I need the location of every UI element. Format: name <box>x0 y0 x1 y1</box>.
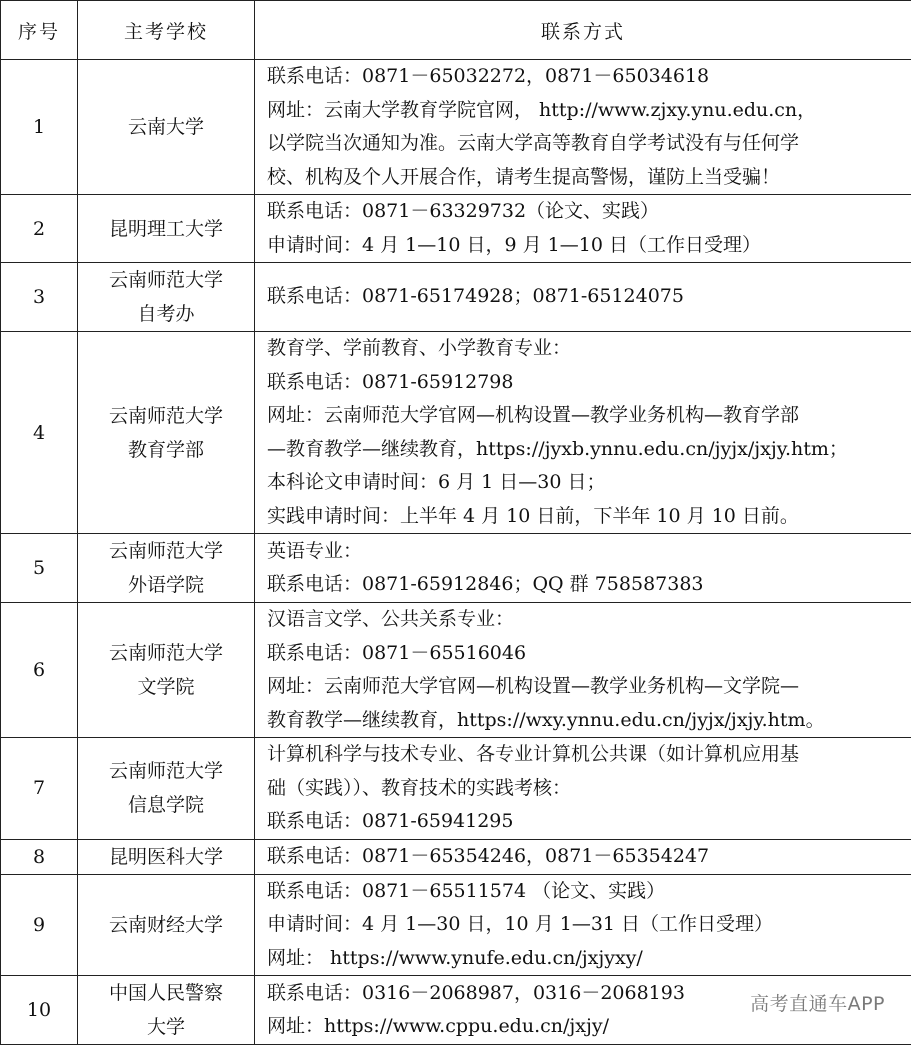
row-number: 4 <box>1 332 78 534</box>
row-number: 5 <box>1 534 78 603</box>
school-name <box>78 263 255 332</box>
contact-line: 联系电话：0871－65354246，0871－65354247 <box>267 840 907 874</box>
school-name-line: 云南师范大学 <box>78 263 254 297</box>
contact-info <box>255 263 911 332</box>
school-name-line: 云南财经大学 <box>78 908 254 942</box>
school-name <box>78 603 255 738</box>
row-number: 7 <box>1 738 78 840</box>
row-number: 8 <box>1 839 78 874</box>
school-name-line: 信息学院 <box>78 788 254 822</box>
contact-line: 联系电话：0871－65511574 （论文、实践） <box>267 875 907 909</box>
table-row <box>1 874 911 976</box>
contact-line: 以学院当次通知为准。云南大学高等教育自学考试没有与任何学 <box>267 127 907 161</box>
contact-info <box>255 738 911 840</box>
table-row <box>1 263 911 332</box>
school-name-line: 外语学院 <box>78 568 254 602</box>
school-name-line: 云南师范大学 <box>78 636 254 670</box>
contact-line: 网址：https://www.cppu.edu.cn/jxjy/ <box>267 1010 907 1044</box>
header-no: 序号 <box>1 1 78 60</box>
table-row <box>1 534 911 603</box>
contact-line: 联系电话：0871-65912798 <box>267 366 907 400</box>
contact-line: 联系电话：0871-65174928；0871-65124075 <box>267 280 907 314</box>
contact-line: 教育学、学前教育、小学教育专业： <box>267 332 907 366</box>
school-name-line: 文学院 <box>78 670 254 704</box>
school-name-line: 昆明医科大学 <box>78 840 254 874</box>
school-name <box>78 534 255 603</box>
table-row <box>1 195 911 263</box>
contact-line: 联系电话：0316－2068987，0316－2068193 <box>267 977 907 1011</box>
contact-line: —教育教学—继续教育，https://jyxb.ynnu.edu.cn/jyjx/jxjy.htm； <box>267 433 907 467</box>
contact-line: 网址：云南师范大学官网—机构设置—教学业务机构—教育学部 <box>267 399 907 433</box>
contact-line: 教育教学—继续教育，https://wxy.ynnu.edu.cn/jyjx/jxjy.htm。 <box>267 704 907 738</box>
contact-line: 联系电话：0871-65912846；QQ 群 758587383 <box>267 568 907 602</box>
header-row <box>1 1 911 60</box>
school-name <box>78 195 255 263</box>
row-number: 9 <box>1 874 78 976</box>
table-row <box>1 738 911 840</box>
contact-line: 联系电话：0871－65032272，0871－65034618 <box>267 60 907 94</box>
header-school: 主考学校 <box>78 1 255 60</box>
contact-line: 联系电话：0871-65941295 <box>267 805 907 839</box>
school-name-line: 中国人民警察 <box>78 976 254 1010</box>
contact-line: 汉语言文学、公共关系专业： <box>267 603 907 637</box>
contact-line: 网址：云南师范大学官网—机构设置—教学业务机构—文学院— <box>267 670 907 704</box>
row-number: 10 <box>1 976 78 1045</box>
school-name <box>78 738 255 840</box>
row-number: 6 <box>1 603 78 738</box>
school-name <box>78 874 255 976</box>
contact-line: 校、机构及个人开展合作，请考生提高警惕，谨防上当受骗！ <box>267 161 907 195</box>
row-number: 2 <box>1 195 78 263</box>
row-number: 3 <box>1 263 78 332</box>
watermark: 高考直通车APP <box>750 989 885 1016</box>
school-name <box>78 839 255 874</box>
contact-line: 本科论文申请时间：6 月 1 日—30 日； <box>267 466 907 500</box>
contact-line: 申请时间：4 月 1—30 日，10 月 1—31 日（工作日受理） <box>267 908 907 942</box>
table-row <box>1 60 911 195</box>
contact-line: 英语专业： <box>267 535 907 569</box>
contact-info <box>255 534 911 603</box>
contact-line: 实践申请时间：上半年 4 月 10 日前，下半年 10 月 10 日前。 <box>267 500 907 534</box>
contact-line: 计算机科学与技术专业、各专业计算机公共课（如计算机应用基 <box>267 738 907 772</box>
contact-info <box>255 195 911 263</box>
contact-info <box>255 332 911 534</box>
contact-info <box>255 60 911 195</box>
contact-line: 网址： https://www.ynufe.edu.cn/jxjyxy/ <box>267 942 907 976</box>
contact-line: 联系电话：0871－63329732（论文、实践） <box>267 195 907 229</box>
school-name-line: 大学 <box>78 1010 254 1044</box>
school-name-line: 自考办 <box>78 297 254 331</box>
contact-line: 申请时间：4 月 1—10 日，9 月 1—10 日（工作日受理） <box>267 229 907 263</box>
contact-info <box>255 603 911 738</box>
contact-info <box>255 839 911 874</box>
school-name <box>78 332 255 534</box>
contact-line: 网址：云南大学教育学院官网， http://www.zjxy.ynu.edu.cn， <box>267 94 907 128</box>
school-name <box>78 976 255 1045</box>
school-name-line: 云南大学 <box>78 110 254 144</box>
school-name-line: 云南师范大学 <box>78 754 254 788</box>
school-name-line: 昆明理工大学 <box>78 212 254 246</box>
school-name <box>78 60 255 195</box>
row-number: 1 <box>1 60 78 195</box>
table-row <box>1 332 911 534</box>
school-name-line: 云南师范大学 <box>78 399 254 433</box>
header-contact: 联系方式 <box>255 1 911 60</box>
school-name-line: 云南师范大学 <box>78 534 254 568</box>
contact-line: 联系电话：0871－65516046 <box>267 637 907 671</box>
contact-line: 础（实践））、教育技术的实践考核： <box>267 772 907 806</box>
school-name-line: 教育学部 <box>78 433 254 467</box>
table-row <box>1 603 911 738</box>
contact-info <box>255 874 911 976</box>
table-row <box>1 839 911 874</box>
